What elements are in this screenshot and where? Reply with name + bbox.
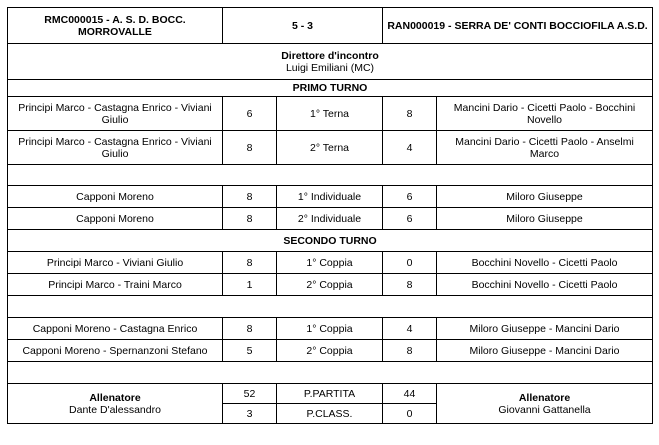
table-row bbox=[8, 340, 653, 362]
away-coach-cell bbox=[437, 384, 653, 424]
game-label: 2° Coppia bbox=[277, 340, 383, 362]
header-row bbox=[8, 8, 653, 44]
home-score: 8 bbox=[223, 208, 277, 230]
home-coach-label: Allenatore bbox=[89, 391, 141, 404]
home-players: Principi Marco - Castagna Enrico - Viviani Giulio bbox=[8, 131, 223, 165]
home-players: Capponi Moreno - Spernanzoni Stefano bbox=[8, 340, 223, 362]
away-score: 4 bbox=[383, 318, 437, 340]
game-label: 1° Terna bbox=[277, 97, 383, 131]
home-players: Principi Marco - Castagna Enrico - Viviani Giulio bbox=[8, 97, 223, 131]
away-players: Miloro Giuseppe bbox=[437, 208, 653, 230]
away-class-points: 0 bbox=[383, 404, 437, 424]
away-players: Bocchini Novello - Cicetti Paolo bbox=[437, 274, 653, 296]
away-partita-points: 44 bbox=[383, 384, 437, 404]
footer-row-partita bbox=[8, 384, 653, 404]
spacer bbox=[8, 362, 653, 384]
round-title-row bbox=[8, 80, 653, 97]
game-label: 2° Individuale bbox=[277, 208, 383, 230]
away-coach-label: Allenatore bbox=[518, 391, 571, 404]
away-score: 8 bbox=[383, 340, 437, 362]
home-score: 6 bbox=[223, 97, 277, 131]
home-players: Principi Marco - Traini Marco bbox=[8, 274, 223, 296]
table-row bbox=[8, 208, 653, 230]
match-score: 5 - 3 bbox=[223, 8, 383, 44]
game-label: 2° Coppia bbox=[277, 274, 383, 296]
away-players: Mancini Dario - Cicetti Paolo - Bocchini Novello bbox=[437, 97, 653, 131]
home-score: 8 bbox=[223, 252, 277, 274]
home-players: Capponi Moreno bbox=[8, 208, 223, 230]
game-label: 1° Individuale bbox=[277, 186, 383, 208]
spacer-row bbox=[8, 165, 653, 186]
away-players: Miloro Giuseppe - Mancini Dario bbox=[437, 340, 653, 362]
director-cell bbox=[8, 44, 653, 80]
home-players: Capponi Moreno - Castagna Enrico bbox=[8, 318, 223, 340]
away-score: 6 bbox=[383, 208, 437, 230]
director-row bbox=[8, 44, 653, 80]
away-players: Miloro Giuseppe - Mancini Dario bbox=[437, 318, 653, 340]
home-team: RMC000015 - A. S. D. BOCC. MORROVALLE bbox=[8, 8, 223, 44]
table-row bbox=[8, 131, 653, 165]
home-coach-name: Dante D'alessandro bbox=[69, 403, 161, 416]
home-score: 1 bbox=[223, 274, 277, 296]
table-row bbox=[8, 318, 653, 340]
home-score: 8 bbox=[223, 186, 277, 208]
spacer bbox=[8, 165, 653, 186]
away-players: Bocchini Novello - Cicetti Paolo bbox=[437, 252, 653, 274]
class-label: P.CLASS. bbox=[277, 404, 383, 424]
away-team: RAN000019 - SERRA DE' CONTI BOCCIOFILA A.S.D. bbox=[383, 8, 653, 44]
table-row bbox=[8, 252, 653, 274]
partita-label: P.PARTITA bbox=[277, 384, 383, 404]
away-score: 4 bbox=[383, 131, 437, 165]
director-name: Luigi Emiliani (MC) bbox=[285, 61, 375, 74]
table-row bbox=[8, 186, 653, 208]
home-coach-cell bbox=[8, 384, 223, 424]
match-report-table bbox=[7, 7, 653, 424]
game-label: 1° Coppia bbox=[277, 252, 383, 274]
first-round-title: PRIMO TURNO bbox=[8, 80, 653, 97]
away-score: 0 bbox=[383, 252, 437, 274]
home-class-points: 3 bbox=[223, 404, 277, 424]
table-row bbox=[8, 97, 653, 131]
away-score: 8 bbox=[383, 274, 437, 296]
home-players: Principi Marco - Viviani Giulio bbox=[8, 252, 223, 274]
second-round-title: SECONDO TURNO bbox=[8, 230, 653, 252]
spacer-row bbox=[8, 362, 653, 384]
game-label: 1° Coppia bbox=[277, 318, 383, 340]
home-partita-points: 52 bbox=[223, 384, 277, 404]
away-players: Mancini Dario - Cicetti Paolo - Anselmi Marco bbox=[437, 131, 653, 165]
director-label: Direttore d'incontro bbox=[281, 49, 379, 62]
home-score: 5 bbox=[223, 340, 277, 362]
away-players: Miloro Giuseppe bbox=[437, 186, 653, 208]
away-coach-name: Giovanni Gattanella bbox=[498, 403, 591, 416]
spacer bbox=[8, 296, 653, 318]
spacer-row bbox=[8, 296, 653, 318]
home-players: Capponi Moreno bbox=[8, 186, 223, 208]
away-score: 6 bbox=[383, 186, 437, 208]
away-score: 8 bbox=[383, 97, 437, 131]
table-row bbox=[8, 274, 653, 296]
round-title-row bbox=[8, 230, 653, 252]
game-label: 2° Terna bbox=[277, 131, 383, 165]
home-score: 8 bbox=[223, 318, 277, 340]
home-score: 8 bbox=[223, 131, 277, 165]
